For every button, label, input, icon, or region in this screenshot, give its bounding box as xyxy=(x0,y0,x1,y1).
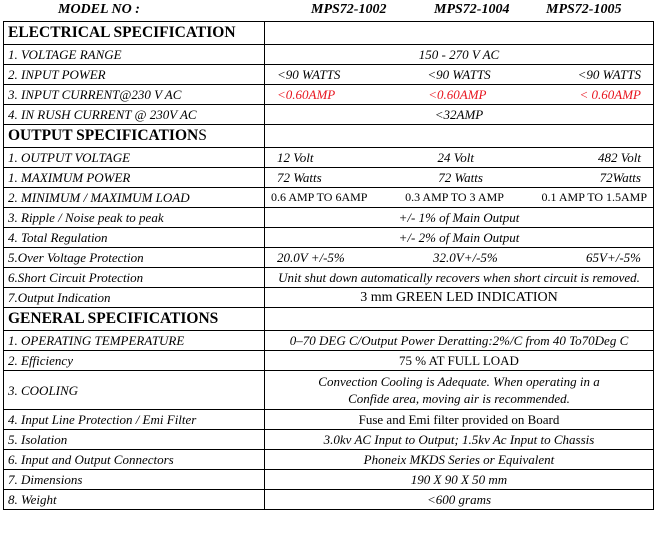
row-label: 4. Total Regulation xyxy=(4,228,265,248)
table-row xyxy=(4,168,654,188)
row-label: 5.Over Voltage Protection xyxy=(4,248,265,268)
row-label: 5. Isolation xyxy=(4,430,265,450)
row-value xyxy=(265,371,654,410)
row-value: 150 - 270 V AC xyxy=(265,45,654,65)
row-label: 4. IN RUSH CURRENT @ 230V AC xyxy=(4,105,265,125)
row-value: <600 grams xyxy=(265,490,654,510)
row-label: 1. OUTPUT VOLTAGE xyxy=(4,148,265,168)
cooling-line-1: Convection Cooling is Adequate. When operating in a xyxy=(318,374,600,389)
value-model-2: 24 Volt xyxy=(437,150,474,165)
table-row xyxy=(4,105,654,125)
table-row xyxy=(4,470,654,490)
row-label: 4. Input Line Protection / Emi Filter xyxy=(4,410,265,430)
section-title-general: GENERAL SPECIFICATIONS xyxy=(4,308,265,331)
row-label: 1. MAXIMUM POWER xyxy=(4,168,265,188)
row-label: 3. COOLING xyxy=(4,371,265,410)
value-model-1: 12 Volt xyxy=(277,150,314,165)
value-model-1: <0.60AMP xyxy=(277,87,336,102)
value-model-3: <90 WATTS xyxy=(577,67,641,82)
row-label: 3. INPUT CURRENT@230 V AC xyxy=(4,85,265,105)
value-model-2: <0.60AMP xyxy=(428,87,487,102)
table-row xyxy=(4,228,654,248)
row-label: 1. VOLTAGE RANGE xyxy=(4,45,265,65)
row-value: 190 X 90 X 50 mm xyxy=(265,470,654,490)
table-row xyxy=(4,148,654,168)
row-value: Phoneix MKDS Series or Equivalent xyxy=(265,450,654,470)
table-row xyxy=(4,371,654,410)
value-model-2: 72 Watts xyxy=(438,170,483,185)
table-row xyxy=(4,268,654,288)
row-value: +/- 2% of Main Output xyxy=(265,228,654,248)
row-value: 3 mm GREEN LED INDICATION xyxy=(265,288,654,308)
value-model-1: 72 Watts xyxy=(277,170,322,185)
table-row xyxy=(4,288,654,308)
table-row xyxy=(4,188,654,208)
section-title-electrical: ELECTRICAL SPECIFICATION xyxy=(4,22,265,45)
value-model-3: 482 Volt xyxy=(598,150,641,165)
table-row xyxy=(4,351,654,371)
table-row xyxy=(4,450,654,470)
value-model-3: < 0.60AMP xyxy=(579,87,641,102)
row-label: 3. Ripple / Noise peak to peak xyxy=(4,208,265,228)
table-row xyxy=(4,331,654,351)
model-2: MPS72-1004 xyxy=(434,2,510,17)
table-row xyxy=(4,248,654,268)
row-value: 3.0kv AC Input to Output; 1.5kv Ac Input to Chassis xyxy=(265,430,654,450)
row-value: 0–70 DEG C/Output Power Deratting:2%/C from 40 To70Deg C xyxy=(265,331,654,351)
value-model-3: 72Watts xyxy=(599,170,641,185)
row-value: Unit shut down automatically recovers when short circuit is removed. xyxy=(265,268,654,288)
value-model-1: 20.0V +/-5% xyxy=(277,250,345,265)
row-value: 75 % AT FULL LOAD xyxy=(265,351,654,371)
section-title-output: OUTPUT SPECIFICATIONS xyxy=(4,125,265,148)
value-model-1: 0.6 AMP TO 6AMP xyxy=(271,190,368,204)
row-label: 2. INPUT POWER xyxy=(4,65,265,85)
row-label: 8. Weight xyxy=(4,490,265,510)
table-row xyxy=(4,490,654,510)
value-model-3: 65V+/-5% xyxy=(586,250,641,265)
value-model-3: 0.1 AMP TO 1.5AMP xyxy=(541,190,647,204)
table-row xyxy=(4,430,654,450)
table-row xyxy=(4,45,654,65)
row-value: Fuse and Emi filter provided on Board xyxy=(265,410,654,430)
row-label: 6.Short Circuit Protection xyxy=(4,268,265,288)
model-label: MODEL NO : xyxy=(58,2,140,17)
row-label: 7. Dimensions xyxy=(4,470,265,490)
table-row xyxy=(4,208,654,228)
section-row-electrical xyxy=(4,22,654,45)
value-model-2: 32.0V+/-5% xyxy=(433,250,498,265)
model-3: MPS72-1005 xyxy=(546,2,622,17)
section-row-general xyxy=(4,308,654,331)
row-value: +/- 1% of Main Output xyxy=(265,208,654,228)
section-row-output xyxy=(4,125,654,148)
model-1: MPS72-1002 xyxy=(311,2,387,17)
row-label: 2. MINIMUM / MAXIMUM LOAD xyxy=(4,188,265,208)
value-model-2: <90 WATTS xyxy=(427,67,491,82)
row-label: 7.Output Indication xyxy=(4,288,265,308)
value-model-1: <90 WATTS xyxy=(277,67,341,82)
model-header-row xyxy=(0,0,658,20)
cooling-line-2: Confide area, moving air is recommended. xyxy=(348,391,570,406)
spec-table xyxy=(3,21,654,510)
row-value: <32AMP xyxy=(265,105,654,125)
table-row xyxy=(4,85,654,105)
row-label: 1. OPERATING TEMPERATURE xyxy=(4,331,265,351)
table-row xyxy=(4,410,654,430)
table-row xyxy=(4,65,654,85)
row-label: 6. Input and Output Connectors xyxy=(4,450,265,470)
value-model-2: 0.3 AMP TO 3 AMP xyxy=(405,190,504,204)
row-label: 2. Efficiency xyxy=(4,351,265,371)
